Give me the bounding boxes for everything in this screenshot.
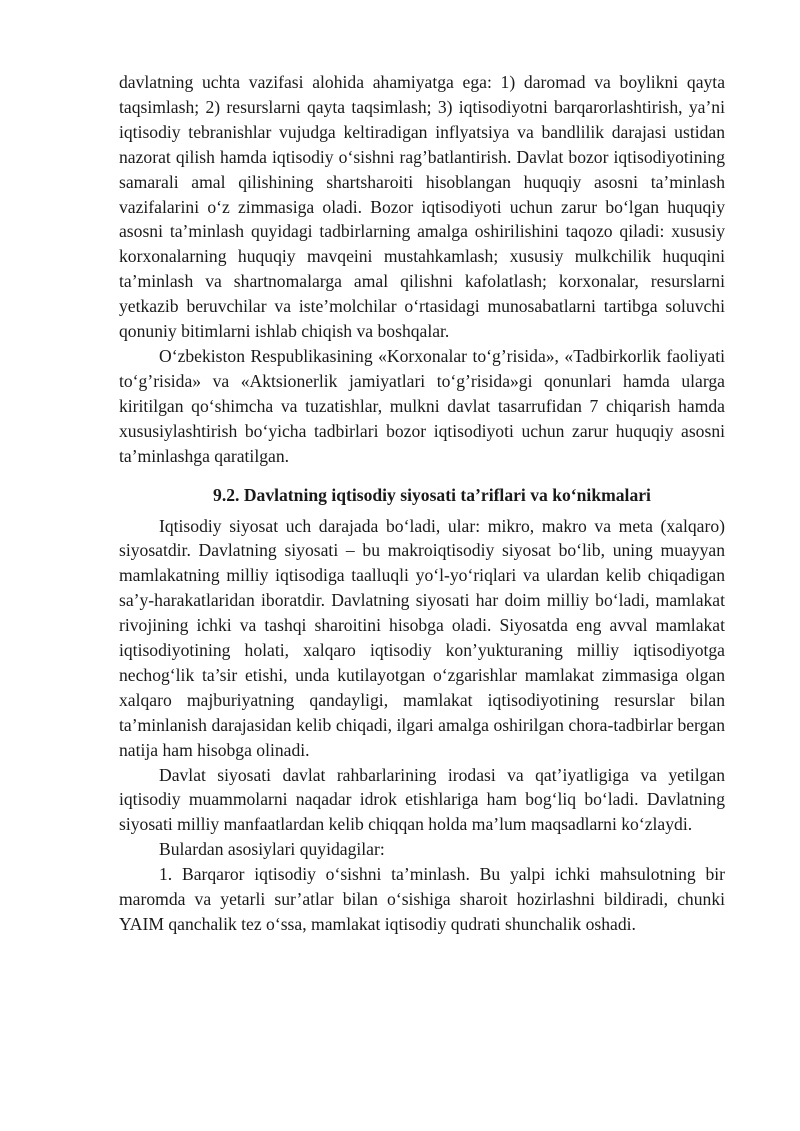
paragraph-state-policy-leaders: Davlat siyosati davlat rahbarlarining irodasi va qat’iyatligiga va yetilgan iqtisodiy muammolarni naqadar idrok etishlariga ham bog‘liq bo‘ladi. Davlatning siyosati milliy manfaatlardan kelib chiqqan holda ma’lum maqsadlarni ko‘zlaydi.	[119, 764, 725, 835]
section-heading: 9.2. Davlatning iqtisodiy siyosati ta’riflari va ko‘nikmalari	[213, 484, 651, 505]
paragraph-main-ones: Bulardan asosiylari quyidagilar:	[159, 839, 385, 860]
document-page	[119, 70, 725, 937]
paragraph-economic-policy-levels: Iqtisodiy siyosat uch darajada bo‘ladi, ular: mikro, makro va meta (xalqaro) siyosatdir. Davlatning siyosati – bu makroiqtisodiy siyosat bo‘lib, uning muayyan mamlakatning milliy iqtisodiga taalluqli yo‘l-yo‘riqlari va ulardan kelib chiqadigan sa’y-harakatlaridan iboratdir. Davlatning siyosati har doim milliy bo‘ladi, mamlakat rivojining ichki va tashqi sharoitini hisobga oladi. Siyosatda eng avval mamlakat iqtisodiyotining holati, xalqaro iqtisodiy kon’yukturaning milliy iqtisodiyotga nechog‘lik ta’sir etishi, unda kutilayotgan o‘zgarishlar mamlakat zimmasiga olgan xalqaro majburiyatning qandayligi, mamlakat iqtisodiyotining resurslar bilan ta’minlanish darajasidan kelib chiqadi, ilgari amalga oshirilgan chora-tadbirlar bergan natija ham hisobga olinadi.	[119, 515, 725, 760]
paragraph-list-item-1: 1. Barqaror iqtisodiy o‘sishni ta’minlash. Bu yalpi ichki mahsulotning bir maromda va yetarli sur’atlar bilan o‘sishiga sharoit hozirlashni bildiradi, chunki YAIM qanchalik tez o‘ssa, mamlakat iqtisodiy qudrati shunchalik oshadi.	[119, 864, 725, 934]
paragraph-uzbek-laws: O‘zbekiston Respublikasining «Korxonalar to‘g’risida», «Tadbirkorlik faoliyati to‘g’risida» va «Aktsionerlik jamiyatlari to‘g’risida»gi qonunlari hamda ularga kiritilgan qo‘shimcha va tuzatishlar, mulkni davlat tasarrufidan 7 chiqarish hamda xususiylashtirish bo‘yicha tadbirlari bozor iqtisodiyoti uchun zarur huquqiy asosni ta’minlashga qaratilgan.	[119, 345, 725, 466]
paragraph-state-functions: davlatning uchta vazifasi alohida ahamiyatga ega: 1) daromad va boylikni qayta taqsimlash; 2) resurslarni qayta taqsimlash; 3) iqtisodiyotni barqarorlashtirish, ya’ni iqtisodiy tebranishlar vujudga keltiradigan inflyatsiya va bandlilik darajasi ustidan nazorat qilish hamda iqtisodiy o‘sishni rag’batlantirish. Davlat bozor iqtisodiyotining samarali amal qilishining shartsharoiti hisoblangan huquqiy asosni ta’minlash vazifalarini o‘z zimmasiga oladi. Bozor iqtisodiyoti uchun zarur bo‘lgan huquqiy asosni ta’minlash quyidagi tadbirlarning amalga oshirilishini taqozo qiladi: xususiy korxonalarning huquqiy mavqeini mustahkamlash; xususiy mulkchilik huquqini ta’minlash va shartnomalarga amal qilishni kafolatlash; korxonalar, resurslarni yetkazib beruvchilar va iste’molchilar o‘rtasidagi munosabatlarni tartibga soluvchi qonuniy bitimlarni ishlab chiqish va boshqalar.	[119, 72, 725, 342]
